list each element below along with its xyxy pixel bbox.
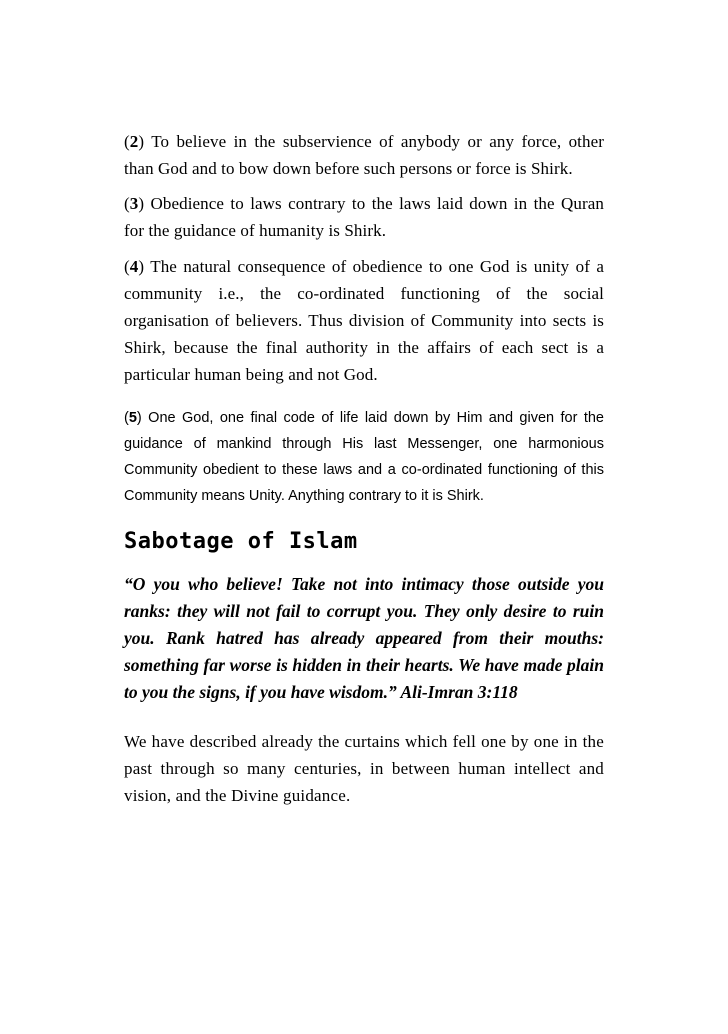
- document-page: [124, 128, 604, 809]
- section-heading: Sabotage of Islam: [124, 529, 358, 554]
- quote-paragraph: “O you who believe! Take not into intimacy those outside you ranks: they will not fail to corrupt you. They only desire to ruin you. Rank hatred has already appeared from their mouths: something far worse is hidden in their hearts. We have made plain to you the signs, if you have wisdom.” Ali-Imran 3:118: [124, 574, 604, 702]
- point-text: The natural consequence of obedience to one God is unity of a community i.e., the co-ordinated functioning of the social organisation of believers. Thus division of Community into sects is Shirk, because the final authority in the affairs of each sect is a particular human being and not God.: [124, 257, 604, 384]
- point-3-paragraph: (3) Obedience to laws contrary to the laws laid down in the Quran for the guidance of humanity is Shirk.: [124, 194, 604, 240]
- point-2-paragraph: (2) To believe in the subservience of anybody or any force, other than God and to bow down before such persons or force is Shirk.: [124, 132, 604, 178]
- point-number: 5: [128, 410, 137, 426]
- point-5-paragraph: (5) One God, one final code of life laid down by Him and given for the guidance of mankind through His last Messenger, one harmonious Community obedient to these laws and a co-ordinated functioning of this Community means Unity. Anything contrary to it is Shirk.: [124, 410, 604, 504]
- point-4-paragraph: (4) The natural consequence of obedience to one God is unity of a community i.e., the co-ordinated functioning of the social organisation of believers. Thus division of Community into sects is Shirk, because the final authority in the affairs of each sect is a particular human being and not God.: [124, 257, 604, 384]
- point-text: To believe in the subservience of anybody or any force, other than God and to bow down before such persons or force is Shirk.: [124, 132, 604, 178]
- point-number: 3: [129, 194, 139, 213]
- point-text: One God, one final code of life laid down by Him and given for the guidance of mankind through His last Messenger, one harmonious Community obedient to these laws and a co-ordinated functioning of this Community means Unity. Anything contrary to it is Shirk.: [124, 410, 604, 504]
- point-text: Obedience to laws contrary to the laws laid down in the Quran for the guidance of humanity is Shirk.: [124, 194, 604, 240]
- point-number: 4: [129, 257, 139, 276]
- point-number: 2: [129, 132, 139, 151]
- body-paragraph: We have described already the curtains which fell one by one in the past through so many centuries, in between human intellect and vision, and the Divine guidance.: [124, 732, 604, 805]
